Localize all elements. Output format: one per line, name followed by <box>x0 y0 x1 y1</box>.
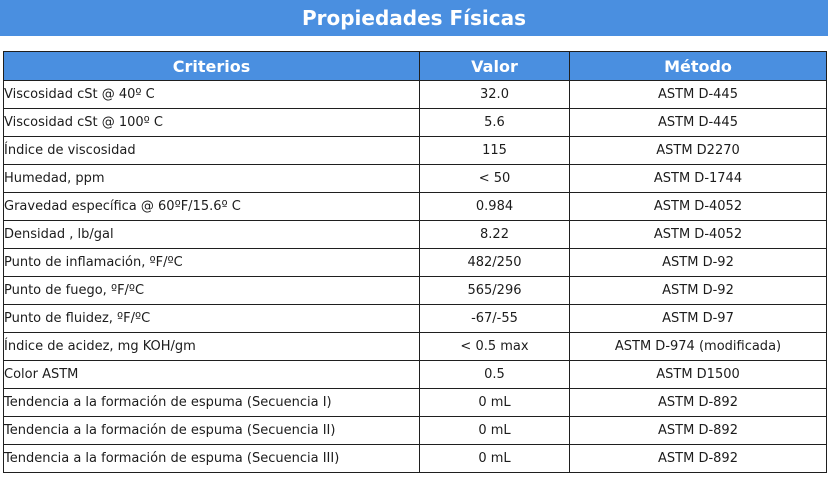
cell-metodo: ASTM D-97 <box>570 305 827 333</box>
cell-valor: 0.984 <box>420 193 570 221</box>
cell-valor: 0 mL <box>420 417 570 445</box>
cell-criterio: Viscosidad cSt @ 40º C <box>4 81 420 109</box>
cell-criterio: Tendencia a la formación de espuma (Secuencia III) <box>4 445 420 473</box>
section-title: Propiedades Físicas <box>301 6 527 30</box>
cell-metodo: ASTM D-445 <box>570 81 827 109</box>
cell-metodo: ASTM D-92 <box>570 249 827 277</box>
cell-criterio: Color ASTM <box>4 361 420 389</box>
table-row <box>4 193 827 221</box>
cell-metodo: ASTM D2270 <box>570 137 827 165</box>
cell-valor: 0 mL <box>420 389 570 417</box>
table-row <box>4 361 827 389</box>
cell-valor: 5.6 <box>420 109 570 137</box>
cell-metodo: ASTM D-4052 <box>570 221 827 249</box>
cell-metodo: ASTM D-974 (modificada) <box>570 333 827 361</box>
cell-criterio: Punto de fuego, ºF/ºC <box>4 277 420 305</box>
cell-metodo: ASTM D1500 <box>570 361 827 389</box>
cell-metodo: ASTM D-892 <box>570 417 827 445</box>
column-header-criterios: Criterios <box>4 52 420 81</box>
cell-metodo: ASTM D-445 <box>570 109 827 137</box>
table-row <box>4 305 827 333</box>
cell-criterio: Humedad, ppm <box>4 165 420 193</box>
table-row <box>4 333 827 361</box>
table-header-row <box>4 52 827 81</box>
cell-valor: < 50 <box>420 165 570 193</box>
cell-criterio: Densidad , lb/gal <box>4 221 420 249</box>
cell-valor: < 0.5 max <box>420 333 570 361</box>
cell-metodo: ASTM D-92 <box>570 277 827 305</box>
table-row <box>4 389 827 417</box>
table-row <box>4 445 827 473</box>
cell-criterio: Punto de fluidez, ºF/ºC <box>4 305 420 333</box>
cell-valor: -67/-55 <box>420 305 570 333</box>
cell-metodo: ASTM D-892 <box>570 445 827 473</box>
cell-criterio: Índice de acidez, mg KOH/gm <box>4 333 420 361</box>
column-header-valor: Valor <box>420 52 570 81</box>
cell-criterio: Tendencia a la formación de espuma (Secuencia I) <box>4 389 420 417</box>
cell-criterio: Gravedad específica @ 60ºF/15.6º C <box>4 193 420 221</box>
cell-criterio: Viscosidad cSt @ 100º C <box>4 109 420 137</box>
cell-valor: 0.5 <box>420 361 570 389</box>
table-row <box>4 165 827 193</box>
cell-criterio: Tendencia a la formación de espuma (Secuencia II) <box>4 417 420 445</box>
table-row <box>4 417 827 445</box>
table-row <box>4 137 827 165</box>
cell-valor: 482/250 <box>420 249 570 277</box>
cell-criterio: Índice de viscosidad <box>4 137 420 165</box>
table-row <box>4 109 827 137</box>
cell-valor: 115 <box>420 137 570 165</box>
cell-valor: 8.22 <box>420 221 570 249</box>
table-row <box>4 81 827 109</box>
cell-valor: 0 mL <box>420 445 570 473</box>
cell-criterio: Punto de inflamación, ºF/ºC <box>4 249 420 277</box>
section-title-banner <box>0 0 828 36</box>
cell-metodo: ASTM D-1744 <box>570 165 827 193</box>
cell-metodo: ASTM D-892 <box>570 389 827 417</box>
cell-valor: 32.0 <box>420 81 570 109</box>
cell-valor: 565/296 <box>420 277 570 305</box>
properties-table <box>3 51 827 473</box>
table-row <box>4 277 827 305</box>
cell-metodo: ASTM D-4052 <box>570 193 827 221</box>
table-row <box>4 249 827 277</box>
column-header-metodo: Método <box>570 52 827 81</box>
table-row <box>4 221 827 249</box>
